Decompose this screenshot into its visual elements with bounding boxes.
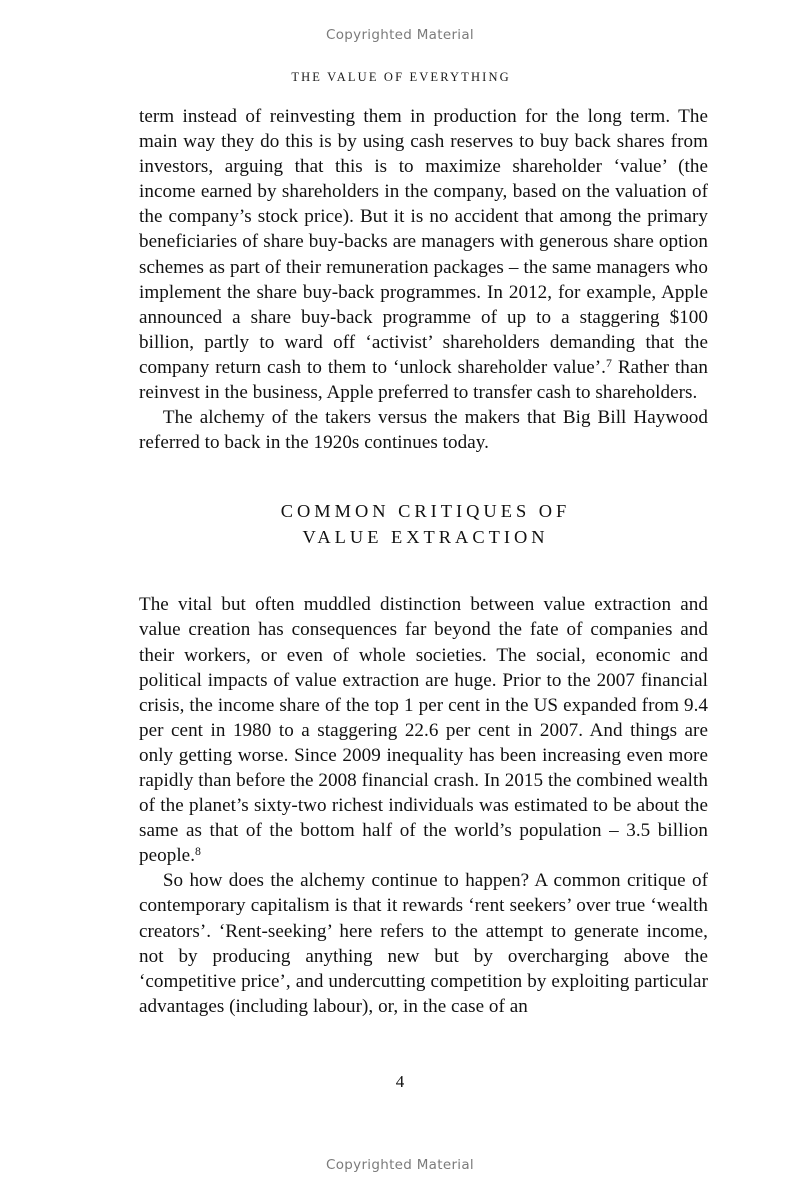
copyright-watermark-bottom: Copyrighted Material	[326, 1157, 474, 1173]
running-head: THE VALUE OF EVERYTHING	[291, 70, 511, 84]
paragraph-alchemy: The alchemy of the takers versus the makers that Big Bill Haywood referred to back in the 1920s continues today.	[139, 407, 708, 454]
footnote-marker: 7	[605, 355, 612, 370]
paragraph-inequality: The vital but often muddled distinction between value extraction and value creation has consequences far beyond the fate of companies and their workers, or even of whole societies. The social, economic and political impacts of value extraction are huge. Prior to the 2007 financial crisis, the income share of the top 1 per cent in the US expanded from 9.4 per cent in 1980 to a staggering 22.6 per cent in 2007. And things are only getting worse. Since 2009 inequality has been increasing even more rapidly than before the 2008 financial crash. In 2015 the combined wealth of the planet’s sixty-two richest individuals was estimated to be about the same as that of the bottom half of the world’s population – 3.5 billion people.$^8$	[139, 594, 708, 867]
paragraph-rent-seeking: So how does the alchemy continue to happen? A common critique of contemporary capitalism is that it rewards ‘rent seekers’ over true ‘wealth creators’. ‘Rent-seeking’ here refers to the attempt to generate income, not by producing anything new but by overcharging above the ‘competitive price’, and undercutting competition by exploiting particular advantages (including labour), or, in the case of an	[139, 870, 708, 1017]
heading-spacer-below	[139, 550, 708, 592]
section-heading-line-1: COMMON CRITIQUES OF	[280, 501, 571, 522]
section-heading-line-2: VALUE EXTRACTION	[302, 526, 549, 547]
page-number: 4	[395, 1072, 405, 1091]
heading-spacer-above	[139, 455, 708, 499]
copyright-watermark-top: Copyrighted Material	[326, 27, 474, 43]
text-column	[139, 104, 708, 1019]
section-heading	[139, 499, 708, 550]
paragraph-buybacks: term instead of reinvesting them in production for the long term. The main way they do this is by using cash reserves to buy back shares from investors, arguing that this is to maximize shareholder ‘value’ (the income earned by shareholders in the company, based on the valuation of the company’s stock price). But it is no accident that among the primary beneficiaries of share buy-backs are managers with generous share option schemes as part of their remuneration packages – the same managers who implement the share buy-back programmes. In 2012, for example, Apple announced a share buy-back programme of up to a staggering $100 billion, partly to ward off ‘activist’ shareholders demanding that the company return cash to them to ‘unlock shareholder value’.$^7$ Rather than reinvest in the business, Apple preferred to transfer cash to shareholders.	[139, 106, 709, 404]
footnote-marker: 8	[195, 844, 201, 859]
